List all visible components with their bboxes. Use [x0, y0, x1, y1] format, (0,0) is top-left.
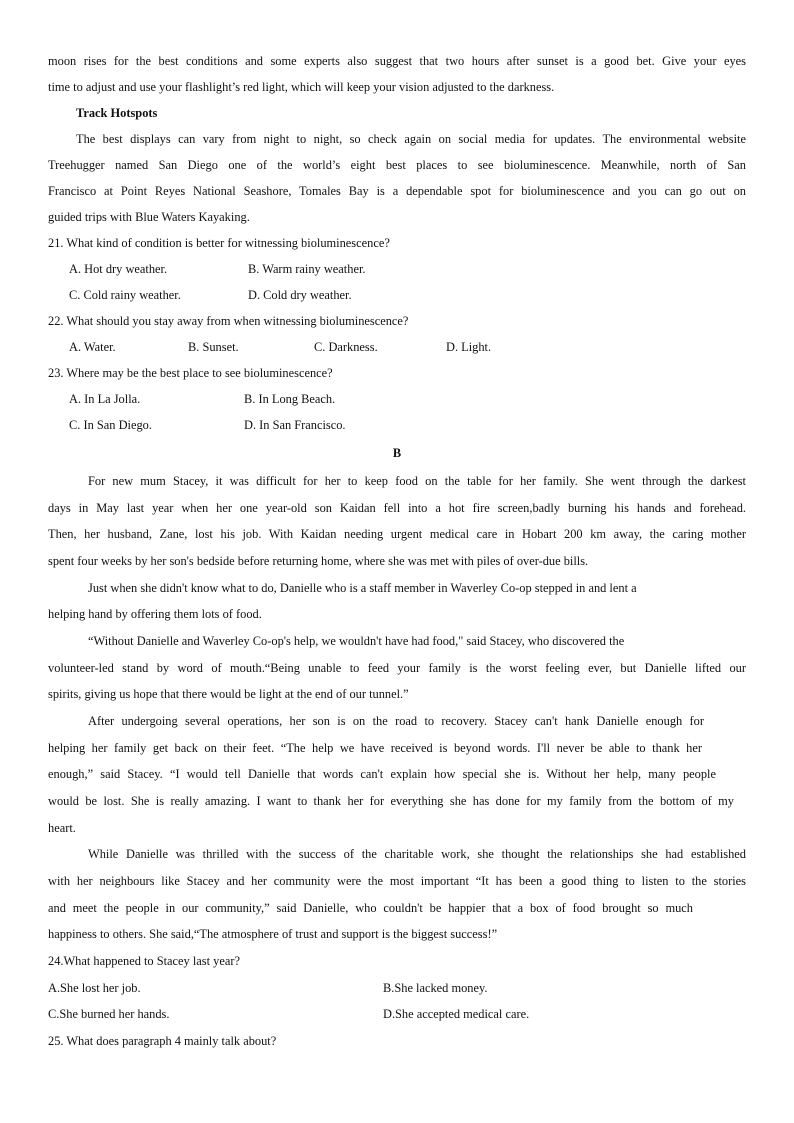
paragraph-line: time to adjust and use your flashlight’s red light, which will keep your vision adjusted to the darkness.: [48, 80, 555, 94]
paragraph-line: Just when she didn't know what to do, Danielle who is a staff member in Waverley Co-op stepped in and lent a: [88, 581, 637, 595]
paragraph-line: days in May last year when her one year-old son Kaidan fell into a hot fire screen,badly burning his hands and forehead.: [48, 501, 746, 515]
answer-option[interactable]: B. Sunset.: [188, 340, 239, 354]
passage-label: B: [392, 446, 402, 460]
question-stem: 24.What happened to Stacey last year?: [48, 954, 240, 968]
answer-option[interactable]: B. Warm rainy weather.: [248, 262, 366, 276]
answer-option[interactable]: C.She burned her hands.: [48, 1007, 170, 1021]
answer-option[interactable]: A. Water.: [69, 340, 116, 354]
answer-option[interactable]: A. In La Jolla.: [69, 392, 141, 406]
question-stem: 21. What kind of condition is better for witnessing bioluminescence?: [48, 236, 390, 250]
paragraph-line: guided trips with Blue Waters Kayaking.: [48, 210, 250, 224]
paragraph-line: For new mum Stacey, it was difficult for her to keep food on the table for her family. She went through the darkest: [88, 474, 746, 488]
answer-option[interactable]: D. Cold dry weather.: [248, 288, 352, 302]
answer-option[interactable]: B. In Long Beach.: [244, 392, 336, 406]
paragraph-line: helping hand by offering them lots of food.: [48, 607, 262, 621]
paragraph-line: volunteer-led stand by word of mouth.“Being unable to feed your family is the worst feeling ever, but Danielle lifted our: [48, 661, 746, 675]
answer-option[interactable]: C. Cold rainy weather.: [69, 288, 181, 302]
answer-option[interactable]: D. In San Francisco.: [244, 418, 346, 432]
paragraph-line: spent four weeks by her son's bedside before returning home, where she was met with piles of over-due bills.: [48, 554, 589, 568]
question-stem: 25. What does paragraph 4 mainly talk about?: [48, 1034, 277, 1048]
paragraph-line: would be lost. She is really amazing. I want to thank her for everything she has done for my family from the bottom of my: [48, 794, 734, 808]
answer-option[interactable]: A. Hot dry weather.: [69, 262, 168, 276]
paragraph-line: and meet the people in our community,” said Danielle, who couldn't be happier that a box of food brought so much: [48, 901, 693, 915]
answer-option[interactable]: C. In San Diego.: [69, 418, 152, 432]
paragraph-line: “Without Danielle and Waverley Co-op's help, we wouldn't have had food," said Stacey, who discovered the: [88, 634, 625, 648]
answer-option[interactable]: D.She accepted medical care.: [383, 1007, 530, 1021]
answer-option[interactable]: A.She lost her job.: [48, 981, 141, 995]
paragraph-line: happiness to others. She said,“The atmosphere of trust and support is the biggest success!”: [48, 927, 498, 941]
answer-option[interactable]: C. Darkness.: [314, 340, 378, 354]
paragraph-line: Treehugger named San Diego one of the world’s eight best places to see bioluminescence. Meanwhile, north of San: [48, 158, 746, 172]
paragraph-line: enough,” said Stacey. “I would tell Danielle that words can't explain how special she is. Without her help, many people: [48, 767, 716, 781]
paragraph-line: After undergoing several operations, her son is on the road to recovery. Stacey can't hank Danielle enough for: [88, 714, 704, 728]
paragraph-line: heart.: [48, 821, 76, 835]
paragraph-line: moon rises for the best conditions and some experts also suggest that two hours after sunset is a good bet. Give your eyes: [48, 54, 746, 68]
answer-option[interactable]: B.She lacked money.: [383, 981, 488, 995]
paragraph-line: The best displays can vary from night to night, so check again on social media for updates. The environmental website: [76, 132, 746, 146]
question-stem: 23. Where may be the best place to see bioluminescence?: [48, 366, 333, 380]
paragraph-line: Then, her husband, Zane, lost his job. With Kaidan needing urgent medical care in Hobart 200 km away, the caring mother: [48, 527, 746, 541]
question-stem: 22. What should you stay away from when witnessing bioluminescence?: [48, 314, 409, 328]
paragraph-line: spirits, giving us hope that there would be light at the end of our tunnel.”: [48, 687, 409, 701]
section-heading: Track Hotspots: [76, 106, 158, 120]
paragraph-line: While Danielle was thrilled with the success of the charitable work, she thought the relationships she had established: [88, 847, 746, 861]
paragraph-line: Francisco at Point Reyes National Seashore, Tomales Bay is a dependable spot for bioluminescence and you can go out on: [48, 184, 746, 198]
answer-option[interactable]: D. Light.: [446, 340, 492, 354]
paragraph-line: helping her family get back on their feet. “The help we have received is beyond words. I'll never be able to thank her: [48, 741, 702, 755]
paragraph-line: with her neighbours like Stacey and her community were the most important “It has been a good thing to listen to the stories: [48, 874, 746, 888]
